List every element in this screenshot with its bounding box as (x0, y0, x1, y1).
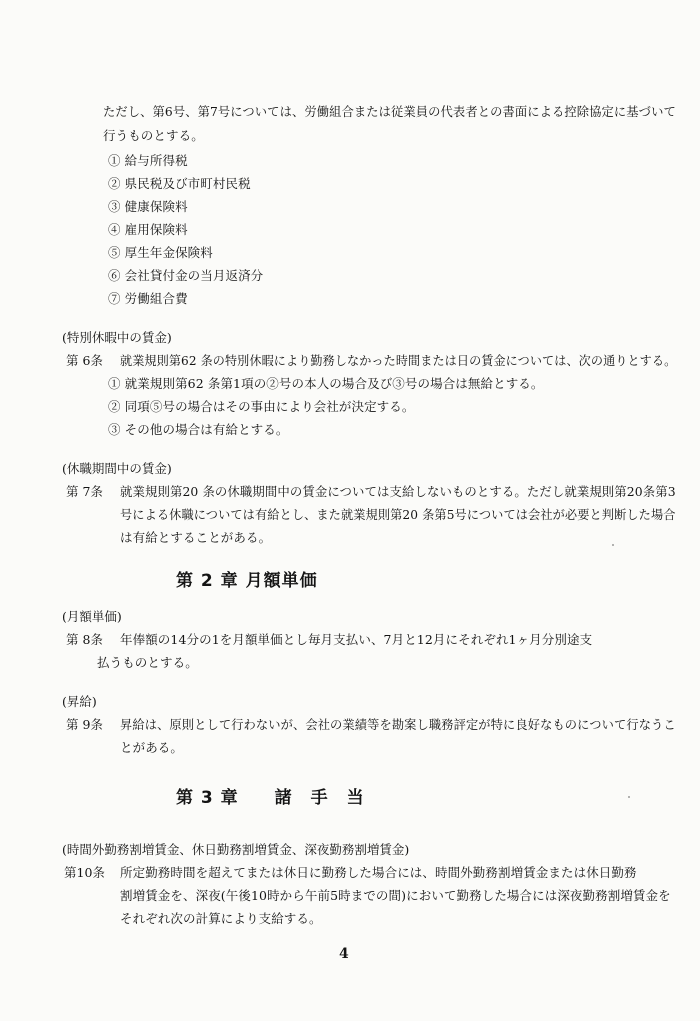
art9-number: 第 9条 (66, 717, 103, 732)
art8-line-1: 年俸額の14分の1を月額単価とし毎月支払い、7月と12月にそれぞれ1ヶ月分別途支 (120, 632, 593, 647)
art10-line-1: 所定勤務時間を超えてまたは休日に勤務した場合には、時間外勤務割増賃金または休日勤務 (120, 865, 637, 880)
art10-line-3: それぞれ次の計算により支給する。 (120, 911, 322, 926)
page-number: 4 (339, 946, 349, 962)
art6-item-1: ① 就業規則第62 条第1項の②号の本人の場合及び③号の場合は無給とする。 (108, 376, 544, 391)
art10-line-2: 割増賃金を、深夜(午後10時から午前5時までの間)において勤務した場合には深夜勤務割増賃金を (120, 888, 671, 903)
art7-heading: (休職期間中の賃金) (62, 461, 172, 476)
art10-number: 第10条 (64, 865, 105, 880)
deduction-item-2: ② 県民税及び市町村民税 (108, 176, 251, 191)
deduction-item-3: ③ 健康保険料 (108, 199, 188, 214)
art9-line-2: とがある。 (120, 740, 184, 755)
art6-line-1: 就業規則第62 条の特別休暇により勤務しなかった時間または日の賃金については、次の通りとする。 (120, 353, 677, 368)
chapter-3-title: 第 3 章 諸 手 当 (176, 788, 365, 808)
art9-line-1: 昇給は、原則として行わないが、会社の業績等を勘案し職務評定が特に良好なものについて行なうこ (120, 717, 676, 732)
scan-speck (612, 544, 614, 546)
deduction-item-7: ⑦ 労働組合費 (108, 291, 188, 306)
deduction-item-5: ⑤ 厚生年金保険料 (108, 245, 213, 260)
art6-item-3: ③ その他の場合は有給とする。 (108, 422, 289, 437)
art9-heading: (昇給) (62, 694, 97, 709)
intro-line-1: ただし、第6号、第7号については、労働組合または従業員の代表者との書面による控除協定に基づいて (103, 104, 676, 119)
deduction-item-1: ① 給与所得税 (108, 153, 188, 168)
art8-heading: (月額単価) (62, 609, 122, 624)
art7-number: 第 7条 (66, 484, 103, 499)
deduction-item-4: ④ 雇用保険料 (108, 222, 188, 237)
art7-line-3: は有給とすることがある。 (120, 530, 272, 545)
art6-number: 第 6条 (66, 353, 103, 368)
chapter-2-title: 第 2 章 月額単価 (176, 571, 318, 591)
art8-line-2: 払うものとする。 (97, 655, 198, 670)
intro-line-2: 行うものとする。 (103, 128, 204, 143)
art10-heading: (時間外勤務割増賃金、休日勤務割増賃金、深夜勤務割増賃金) (62, 842, 410, 857)
art7-line-1: 就業規則第20 条の休職期間中の賃金については支給しないものとする。ただし就業規則第20条第3 (120, 484, 676, 499)
art8-number: 第 8条 (66, 632, 103, 647)
art7-line-2: 号による休職については有給とし、また就業規則第20 条第5号については会社が必要と判断した場合 (120, 507, 676, 522)
scan-speck (628, 796, 630, 798)
art6-item-2: ② 同項⑤号の場合はその事由により会社が決定する。 (108, 399, 415, 414)
deduction-item-6: ⑥ 会社貸付金の当月返済分 (108, 268, 264, 283)
art6-heading: (特別休暇中の賃金) (62, 330, 172, 345)
